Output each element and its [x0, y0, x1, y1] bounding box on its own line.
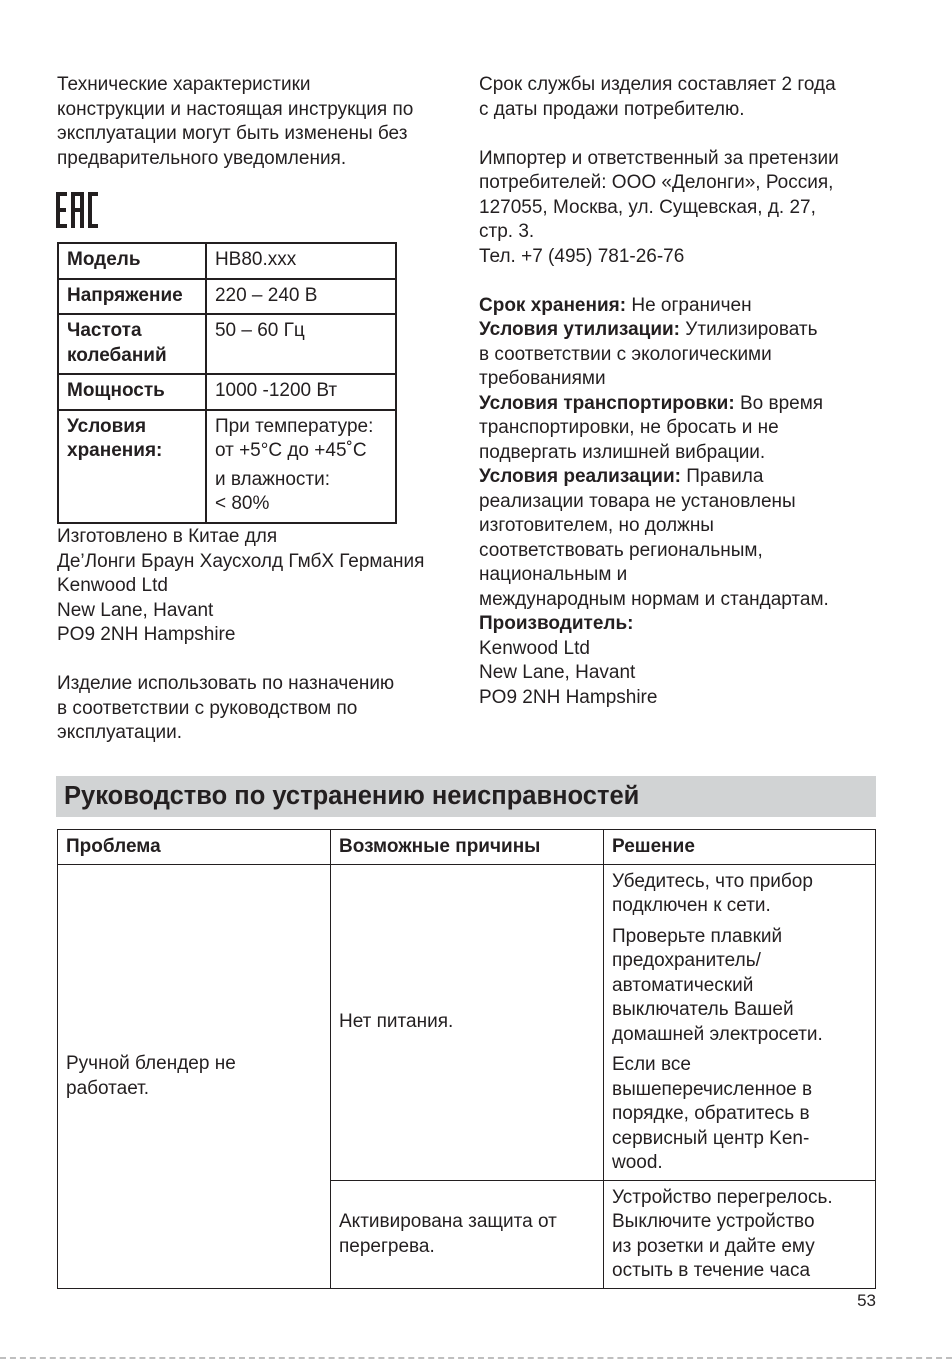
column-header-causes: Возможные причины [331, 830, 604, 865]
transport-label: Условия транспортировки: [479, 392, 735, 414]
solution-line: Убедитесь, что прибор [612, 870, 813, 892]
sale-text-line: международным нормам и стандартам. [479, 588, 829, 610]
solution-line: wood. [612, 1152, 663, 1173]
spec-value [206, 410, 396, 523]
transport-conditions [479, 392, 899, 466]
made-for-block [57, 525, 477, 648]
table-row [58, 864, 876, 1180]
solution-line: домашней электросети. [612, 1023, 823, 1045]
spec-label [58, 314, 206, 374]
sale-label: Условия реализации: [479, 466, 681, 487]
notice-line: предварительного уведомления. [57, 147, 347, 169]
service-life-line: Срок службы изделия составляет 2 года [479, 74, 836, 95]
storage-term [479, 294, 899, 319]
spec-label-line: Условия [67, 415, 147, 437]
maker-line: PO9 2NH Hampshire [57, 624, 236, 645]
notice-line: конструкции и настоящая инструкция по [57, 98, 414, 120]
sale-text-line: соответствовать региональным, [479, 539, 763, 561]
manufacturer-line: PO9 2NH Hampshire [479, 686, 658, 708]
spec-row-power [58, 374, 396, 410]
solution-line: выключатель Вашей [612, 999, 794, 1020]
spec-value: HB80.xxx [206, 243, 396, 279]
problem-line: Ручной блендер не [66, 1053, 236, 1074]
importer-line: Импортер и ответственный за претензии [479, 147, 839, 169]
solution-line: остыть в течение часа [612, 1260, 811, 1281]
spec-value: 220 – 240 В [206, 279, 396, 315]
importer-line: 127055, Москва, ул. Сущевская, д. 27, [479, 196, 816, 218]
sale-text-line: изготовителем, но должны [479, 515, 714, 536]
service-life [479, 73, 899, 122]
spec-label: Модель [58, 243, 206, 279]
disposal-label: Условия утилизации: [479, 319, 681, 340]
storage-term-value: Не ограничен [626, 294, 752, 316]
column-header-problem: Проблема [58, 830, 331, 865]
maker-line: New Lane, Havant [57, 599, 214, 621]
solution-line: Выключите устройство [612, 1211, 815, 1232]
right-column [479, 73, 899, 710]
importer-phone: Тел. +7 (495) 781-26-76 [479, 245, 685, 267]
technical-notice [57, 73, 457, 171]
manufacturer-line: Kenwood Ltd [479, 637, 590, 659]
table-header-row [58, 830, 876, 865]
importer-info [479, 147, 899, 270]
solution-line: Если все [612, 1054, 691, 1075]
solution-line: сервисный центр Ken- [612, 1127, 810, 1149]
spec-label: Мощность [58, 374, 206, 410]
solution-cell [604, 1180, 876, 1288]
service-life-line: с даты продажи потребителю. [479, 98, 745, 120]
page-edge-divider [0, 1357, 952, 1359]
manufacturer-label: Производитель: [479, 613, 634, 634]
transport-text-line: транспортировки, не бросать и не [479, 417, 779, 438]
spec-value-line: < 80% [214, 493, 270, 514]
problem-line: работает. [66, 1077, 150, 1099]
disposal-text-line: в соответствии с экологическими [479, 343, 772, 365]
spec-row-frequency [58, 314, 396, 374]
transport-text-line: подвергать излишней вибрации. [479, 441, 766, 463]
solution-line: подключен к сети. [612, 895, 771, 916]
spec-value-line: При температуре: [214, 415, 374, 437]
storage-term-label: Срок хранения: [479, 294, 627, 316]
sale-text-line: национальным и [479, 564, 628, 585]
usage-line: Изделие использовать по назначению [57, 673, 395, 694]
spec-value-line: от +5°C до +45˚C [214, 440, 367, 461]
cause-line: перегрева. [339, 1235, 435, 1257]
notice-line: Технические характеристики [57, 74, 311, 95]
spec-row-storage [58, 410, 396, 523]
solution-line: Устройство перегрелось. [612, 1186, 833, 1208]
importer-line: потребителей: ООО «Делонги», Россия, [479, 172, 834, 193]
manufacturer-line: New Lane, Havant [479, 662, 636, 683]
sale-conditions [479, 465, 899, 612]
sale-text: Правила [680, 466, 764, 487]
cause-line: Нет питания. [339, 1011, 454, 1033]
manufacturer-info [479, 612, 899, 710]
solution-line: вышеперечисленное в [612, 1078, 813, 1100]
disposal-text-line: требованиями [479, 368, 606, 389]
cause-line: Активирована защита от [339, 1211, 557, 1232]
usage-line: эксплуатации. [57, 722, 182, 743]
troubleshooting-title: Руководство по устранению неисправностей [56, 776, 876, 817]
usage-line: в соответствии с руководством по [57, 697, 358, 719]
usage-note [57, 672, 457, 746]
cause-cell [331, 864, 604, 1180]
spec-value-line: и влажности: [214, 468, 331, 490]
solution-item [612, 870, 867, 919]
maker-line: Kenwood Ltd [57, 575, 168, 596]
solution-line: из розетки и дайте ему [612, 1235, 815, 1257]
solution-line: предохранитель/ [612, 950, 761, 971]
solution-item [612, 925, 867, 1048]
disposal-conditions [479, 318, 899, 392]
spec-label-line: хранения: [67, 440, 163, 461]
spec-label-line: Частота [67, 320, 142, 341]
troubleshooting-table [57, 829, 876, 1289]
solution-item [612, 1186, 867, 1284]
sale-text-line: реализации товара не установлены [479, 490, 796, 512]
cause-cell [331, 1180, 604, 1288]
solution-item [612, 1053, 867, 1176]
solution-line: Проверьте плавкий [612, 925, 783, 947]
spec-label: Напряжение [58, 279, 206, 315]
page-number: 53 [857, 1291, 876, 1310]
spec-value: 50 – 60 Гц [206, 314, 396, 374]
spec-row-model [58, 243, 396, 279]
spec-table [57, 242, 397, 524]
disposal-text: Утилизировать [680, 319, 818, 340]
solution-line: автоматический [612, 974, 754, 996]
spec-label-line: колебаний [67, 344, 167, 366]
maker-line: Де’Лонги Браун Хаусхолд ГмбХ Германия [57, 550, 425, 572]
importer-line: стр. 3. [479, 221, 535, 242]
maker-line: Изготовлено в Китае для [57, 526, 278, 547]
transport-text: Во время [734, 392, 824, 414]
spec-value: 1000 -1200 Вт [206, 374, 396, 410]
solution-line: порядке, обратитесь в [612, 1103, 810, 1124]
spec-row-voltage [58, 279, 396, 315]
notice-line: эксплуатации могут быть изменены без [57, 123, 408, 144]
problem-cell [58, 864, 331, 1288]
solution-cell [604, 864, 876, 1180]
column-header-solution: Решение [604, 830, 876, 865]
spec-label [58, 410, 206, 523]
eac-certification-mark [56, 192, 98, 228]
